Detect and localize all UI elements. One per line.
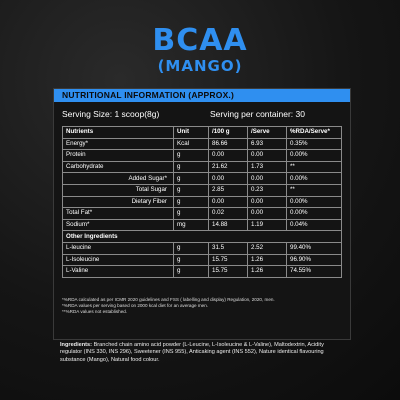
nutrient-unit: g [174,184,209,196]
nutrient-rda: 0.35% [287,138,342,150]
table-row [63,150,342,162]
nutrient-rda: 0.00% [287,173,342,185]
nutrient-serve: 0.00 [248,173,287,185]
footnote: **%RDA values not established. [62,309,128,314]
nutrient-per100: 15.75 [209,254,248,266]
servings-per-container: Serving per container: 30 [210,109,305,119]
nutrient-rda: 74.55% [287,266,342,278]
ingredients-block [60,342,342,364]
nutrient-per100: 21.62 [209,161,248,173]
nutrient-name: Sodium* [63,219,174,231]
nutrient-name: L-Valine [63,266,174,278]
nutrient-serve: 0.00 [248,196,287,208]
nutrient-rda: 0.00% [287,196,342,208]
nutrient-serve: 2.52 [248,242,287,254]
nutrient-per100: 0.02 [209,208,248,220]
ingredients-label: Ingredients: [60,342,93,348]
table-row [63,184,342,196]
nutrient-serve: 1.19 [248,219,287,231]
nutrient-serve: 1.26 [248,254,287,266]
nutrient-per100: 86.66 [209,138,248,150]
nutrient-unit: g [174,266,209,278]
nutrient-unit: g [174,254,209,266]
nutrient-unit: Kcal [174,138,209,150]
nutrient-rda: 0.04% [287,219,342,231]
nutrient-unit: g [174,196,209,208]
nutrient-per100: 15.75 [209,266,248,278]
table-header-row [63,127,342,139]
nutrient-unit: mg [174,219,209,231]
nutrient-name: L-leucine [63,242,174,254]
nutrient-rda: ** [287,161,342,173]
nutrient-name: L-Isoleucine [63,254,174,266]
nutrient-unit: g [174,242,209,254]
table-row [63,161,342,173]
table-row [63,266,342,278]
nutrient-unit: g [174,150,209,162]
nutrient-unit: g [174,161,209,173]
footnotes [62,297,344,315]
col-header-per100: /100 g [209,127,248,139]
nutrient-per100: 31.5 [209,242,248,254]
col-header-nutrients: Nutrients [63,127,174,139]
nutrient-serve: 0.23 [248,184,287,196]
table-row [63,173,342,185]
nutrient-serve: 6.93 [248,138,287,150]
nutrient-name: Energy* [63,138,174,150]
nutrient-unit: g [174,208,209,220]
serving-size: Serving Size: 1 scoop(8g) [62,109,160,119]
table-row [63,254,342,266]
section-other-ingredients: Other Ingredients [63,231,342,243]
nutrient-rda: 96.90% [287,254,342,266]
nutrient-name: Dietary Fiber [63,196,174,208]
nutrient-unit: g [174,173,209,185]
col-header-serve: /Serve [248,127,287,139]
product-title: BCAA [152,23,248,58]
nutrient-serve: 1.26 [248,266,287,278]
col-header-unit: Unit [174,127,209,139]
ingredients-text: Branched chain amino acid powder (L-Leucine, L-Isoleucine & L-Valine), Maltodextrin, Acidity regulator (INS 330, INS 296), Sweetener (INS 955), Anticaking agent (INS 552), Nature identical flavouring substance (Mango), Natural food colour. [60,342,324,363]
nutrition-header: NUTRITIONAL INFORMATION (APPROX.) [54,89,350,102]
product-flavor: (MANGO) [157,57,243,75]
nutrient-per100: 2.85 [209,184,248,196]
nutrient-rda: 0.00% [287,150,342,162]
table-section-row [63,231,342,243]
table-row [63,138,342,150]
nutrient-name: Carbohydrate [63,161,174,173]
footnote: *%RDA values per serving based on 2000 kcal diet for an average men. [62,303,209,308]
col-header-rda: %RDA/Serve* [287,127,342,139]
footnote: *%RDA calculated as per ICMR 2020 guidelines and FSS ( labelling and display) Regulation, 2020, men. [62,297,275,302]
nutrient-name: Total Fat* [63,208,174,220]
nutrient-serve: 0.00 [248,208,287,220]
nutrient-per100: 0.00 [209,173,248,185]
table-row [63,242,342,254]
nutrient-name: Added Sugar* [63,173,174,185]
nutrition-table [62,126,342,278]
nutrient-name: Protein [63,150,174,162]
nutrient-per100: 0.00 [209,196,248,208]
table-row [63,219,342,231]
nutrient-per100: 14.88 [209,219,248,231]
nutrient-rda: 0.00% [287,208,342,220]
nutrient-serve: 1.73 [248,161,287,173]
table-row [63,196,342,208]
nutrient-rda: ** [287,184,342,196]
nutrient-per100: 0.00 [209,150,248,162]
nutrient-name: Total Sugar [63,184,174,196]
nutrition-panel [53,88,351,340]
nutrient-rda: 99.40% [287,242,342,254]
table-row [63,208,342,220]
nutrient-serve: 0.00 [248,150,287,162]
